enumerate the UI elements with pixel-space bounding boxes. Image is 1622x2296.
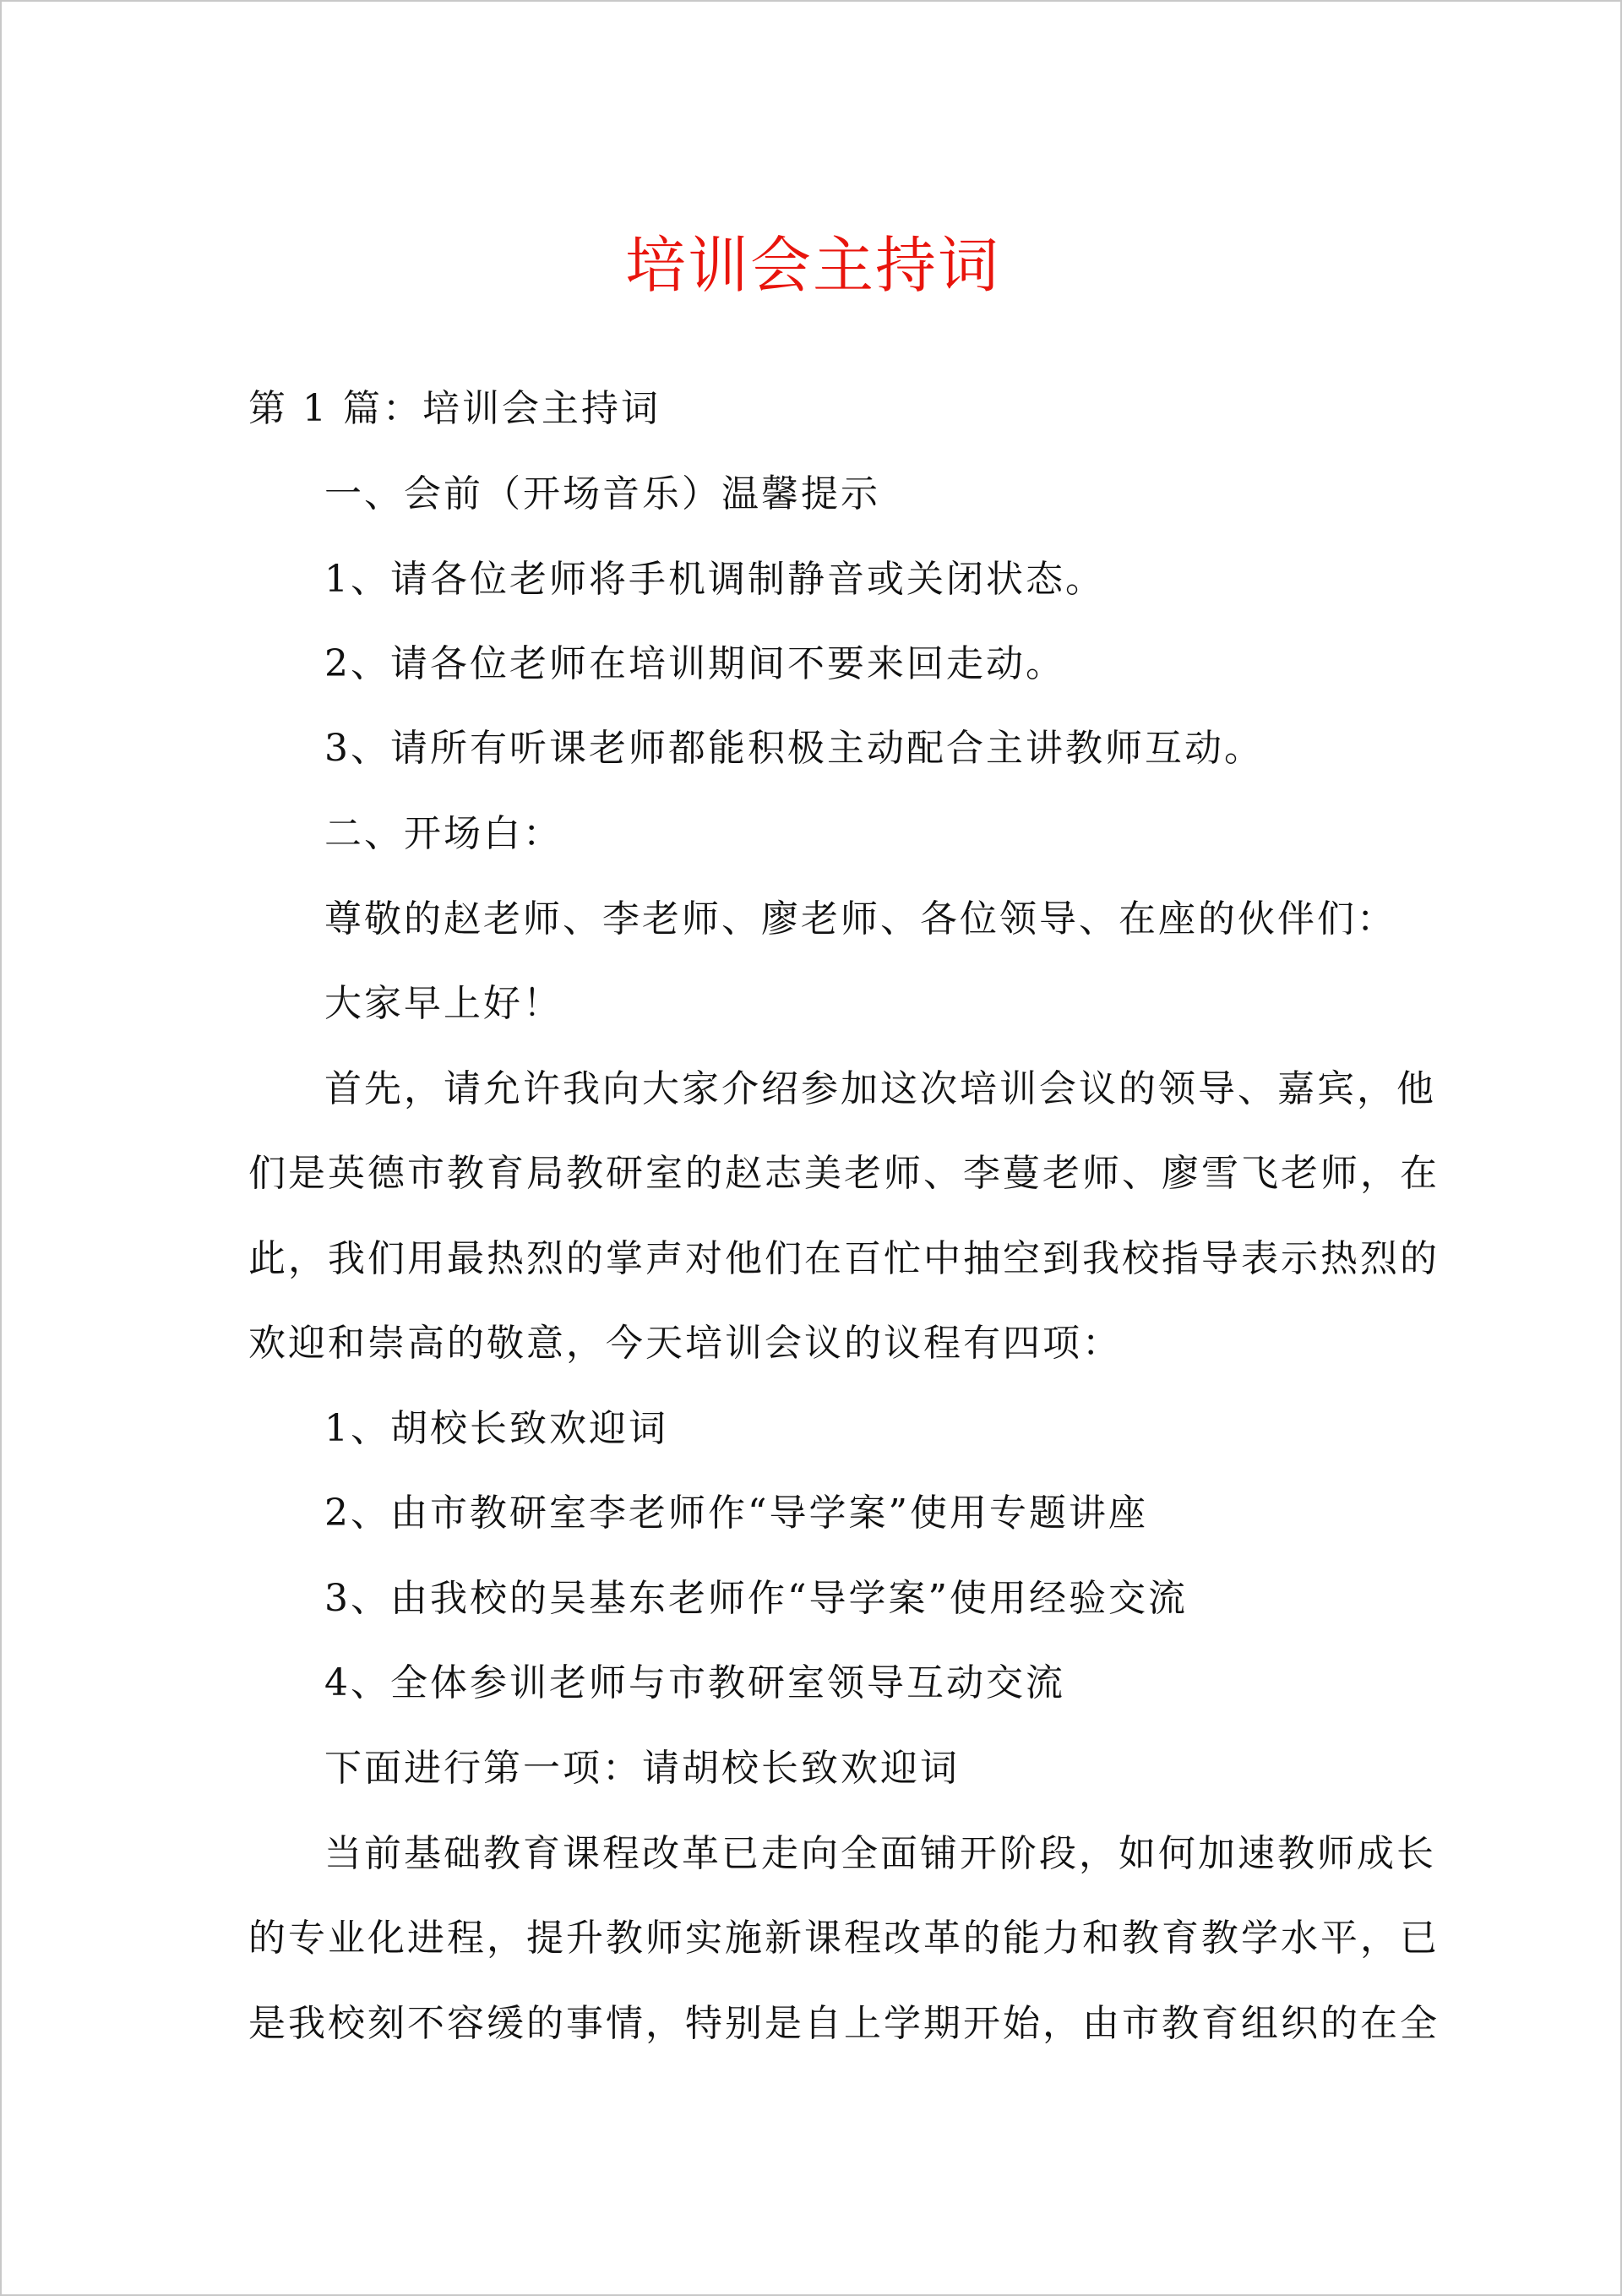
paragraph-line: 尊敬的赵老师、李老师、廖老师、各位领导、在座的伙伴们： [324, 897, 1396, 941]
chapter-heading: 第 1 篇：培训会主持词 [248, 387, 661, 430]
paragraph-line: 是我校刻不容缓的事情，特别是自上学期开始，由市教育组织的在全 [248, 2002, 1440, 2045]
section-heading: 二、开场白： [324, 812, 563, 855]
paragraph-line: 们是英德市教育局教研室的赵志美老师、李蔓老师、廖雪飞老师，在 [248, 1152, 1440, 1195]
section-heading: 一、会前（开场音乐）温馨提示 [324, 472, 880, 515]
list-item: 3、由我校的吴基东老师作“导学案”使用经验交流 [324, 1577, 1188, 1620]
list-item: 1、请各位老师将手机调制静音或关闭状态。 [324, 558, 1105, 601]
document-title: 培训会主持词 [624, 230, 1000, 301]
paragraph-line: 此，我们用最热烈的掌声对他们在百忙中抽空到我校指导表示热烈的 [248, 1237, 1440, 1280]
paragraph-line: 大家早上好！ [324, 982, 563, 1025]
paragraph-line: 的专业化进程，提升教师实施新课程改革的能力和教育教学水平，已 [248, 1917, 1440, 1960]
list-item: 2、由市教研室李老师作“导学案”使用专题讲座 [324, 1492, 1148, 1535]
list-item: 3、请所有听课老师都能积极主动配合主讲教师互动。 [324, 727, 1264, 770]
paragraph-line: 首先，请允许我向大家介绍参加这次培训会议的领导、嘉宾，他 [324, 1067, 1436, 1110]
paragraph-line: 当前基础教育课程改革已走向全面铺开阶段，如何加速教师成长 [324, 1832, 1436, 1875]
list-item: 2、请各位老师在培训期间不要来回走动。 [324, 642, 1065, 685]
list-item: 1、胡校长致欢迎词 [324, 1407, 668, 1450]
list-item: 4、全体参训老师与市教研室领导互动交流 [324, 1661, 1065, 1704]
paragraph-line: 欢迎和崇高的敬意，今天培训会议的议程有四项： [248, 1322, 1122, 1365]
paragraph-line: 下面进行第一项：请胡校长致欢迎词 [324, 1747, 960, 1790]
